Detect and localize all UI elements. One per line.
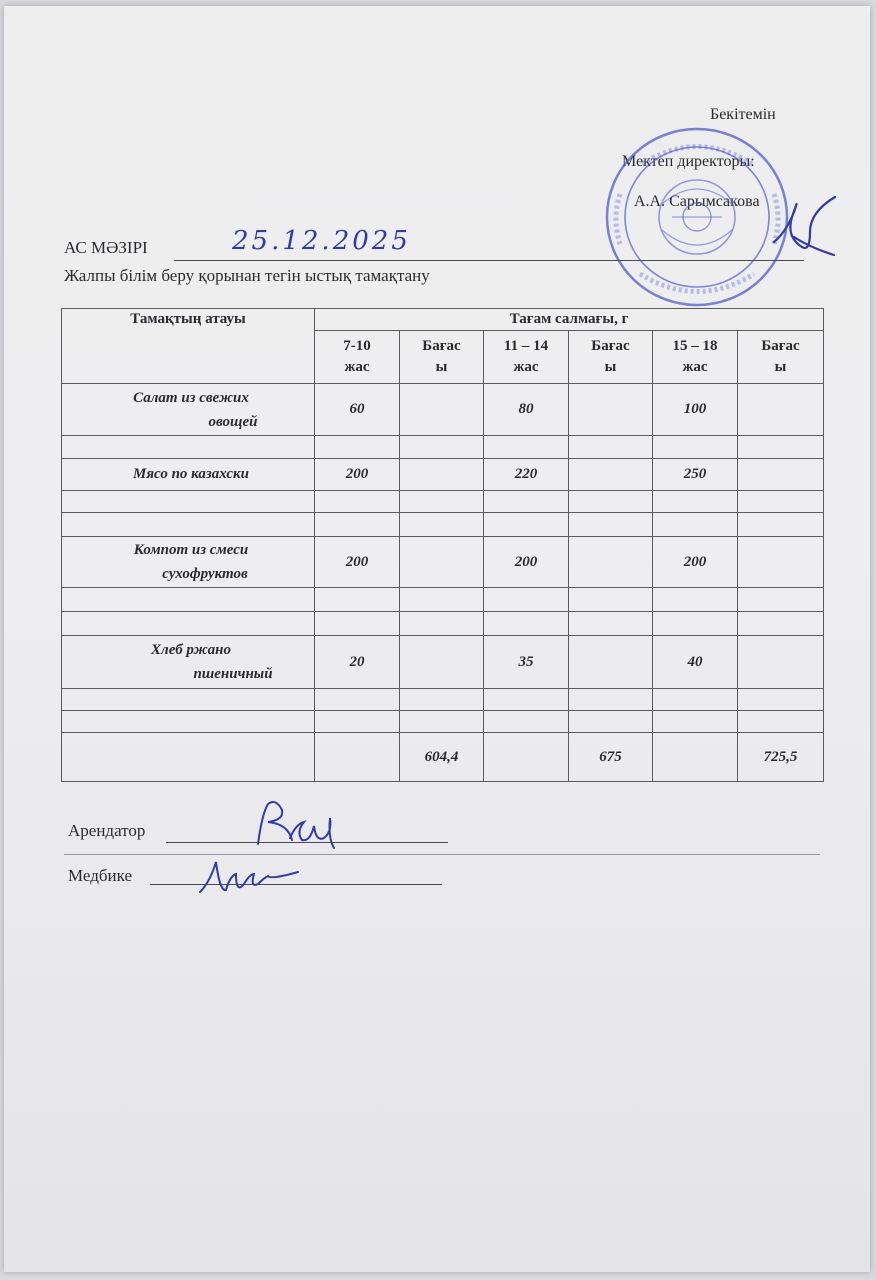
table-row — [62, 458, 824, 490]
approval-title: Бекітемін — [710, 106, 776, 123]
price-cell — [569, 383, 653, 436]
dish-name: Мясо по казахски — [62, 458, 315, 490]
table-row — [62, 587, 824, 611]
total-price-15-18: 725,5 — [738, 733, 824, 782]
weight-15-18: 100 — [653, 383, 738, 436]
weight-11-14: 80 — [484, 383, 569, 436]
weight-15-18: 250 — [653, 458, 738, 490]
total-price-7-10: 604,4 — [400, 733, 484, 782]
menu-subtitle: Жалпы білім беру қорынан тегін ыстық тамақтану — [64, 266, 430, 285]
dish-name: Компот из смеси сухофруктов — [62, 537, 315, 588]
dish-name: Салат из свежих овощей — [62, 383, 315, 436]
table-row — [62, 436, 824, 458]
approval-position: Мектеп директоры: — [622, 153, 755, 170]
subhead-price-3: Бағас ы — [738, 331, 824, 384]
menu-table — [61, 308, 824, 782]
subhead-price-2: Бағас ы — [569, 331, 653, 384]
weight-7-10: 200 — [315, 458, 400, 490]
nurse-signature-icon — [194, 852, 304, 902]
weight-7-10: 20 — [315, 636, 400, 689]
bleed-through-line — [64, 854, 820, 855]
weight-15-18: 200 — [653, 537, 738, 588]
date-underline — [174, 260, 804, 261]
subhead-age-11-14: 11 – 14 жас — [484, 331, 569, 384]
table-row — [62, 537, 824, 588]
price-cell — [569, 537, 653, 588]
dish-name: Хлеб ржано пшеничный — [62, 636, 315, 689]
weight-7-10: 60 — [315, 383, 400, 436]
director-signature-icon — [764, 182, 844, 272]
price-cell — [400, 458, 484, 490]
table-row — [62, 383, 824, 436]
table-row — [62, 688, 824, 710]
table-row — [62, 612, 824, 636]
price-cell — [400, 537, 484, 588]
menu-date: 25.12.2025 — [232, 226, 411, 256]
subhead-price-1: Бағас ы — [400, 331, 484, 384]
table-row — [62, 513, 824, 537]
table-row — [62, 490, 824, 512]
nurse-label: Медбике — [68, 866, 132, 885]
col-weight-group-header: Тағам салмағы, г — [315, 309, 824, 331]
weight-11-14: 200 — [484, 537, 569, 588]
col-dish-name-header: Тамақтың атауы — [62, 309, 315, 384]
table-row — [62, 711, 824, 733]
tenant-label: Арендатор — [68, 821, 146, 840]
total-price-11-14: 675 — [569, 733, 653, 782]
document-page — [4, 6, 870, 1272]
price-cell — [738, 636, 824, 689]
totals-row — [62, 733, 824, 782]
subhead-age-15-18: 15 – 18 жас — [653, 331, 738, 384]
subhead-age-7-10: 7-10 жас — [315, 331, 400, 384]
price-cell — [738, 383, 824, 436]
price-cell — [569, 458, 653, 490]
tenant-signature-icon — [240, 798, 350, 858]
price-cell — [569, 636, 653, 689]
weight-15-18: 40 — [653, 636, 738, 689]
price-cell — [738, 537, 824, 588]
price-cell — [400, 383, 484, 436]
weight-11-14: 220 — [484, 458, 569, 490]
weight-11-14: 35 — [484, 636, 569, 689]
price-cell — [400, 636, 484, 689]
table-row — [62, 636, 824, 689]
approval-name: А.А. Сарымсакова — [634, 193, 760, 210]
weight-7-10: 200 — [315, 537, 400, 588]
price-cell — [738, 458, 824, 490]
menu-label: АС МӘЗІРІ — [64, 238, 148, 257]
